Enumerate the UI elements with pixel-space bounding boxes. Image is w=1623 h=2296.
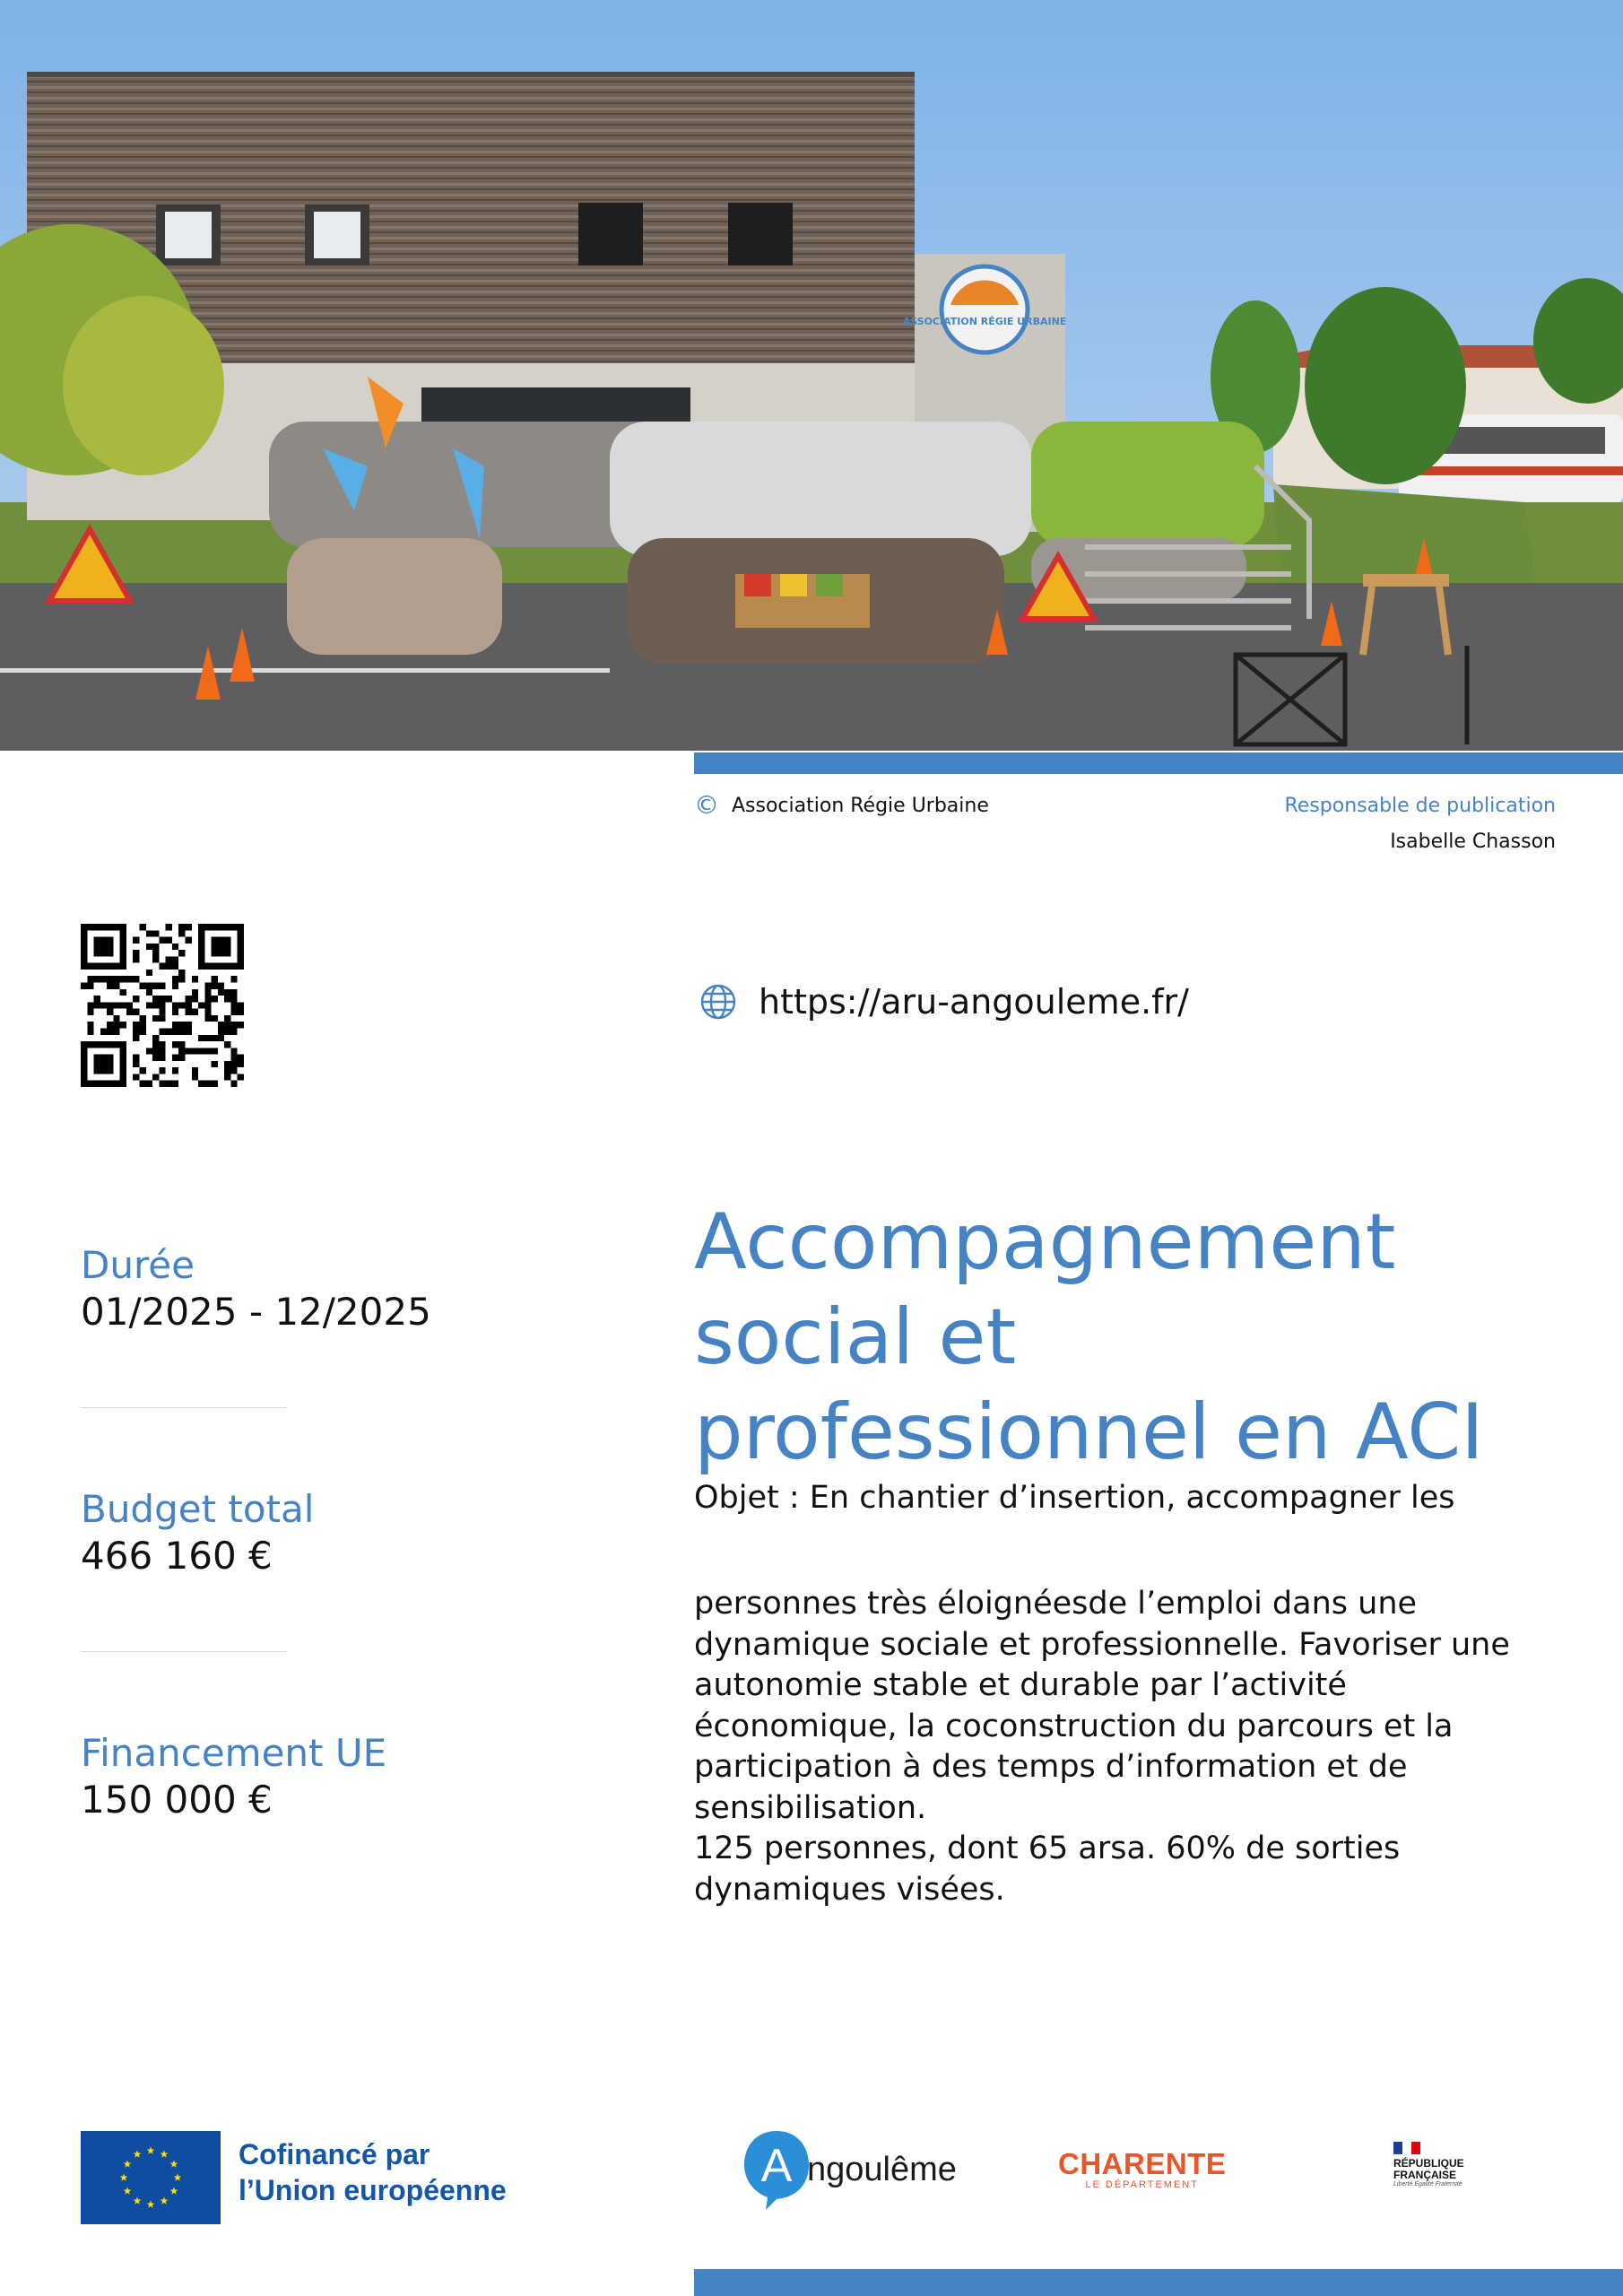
qr-module [204,983,211,989]
qr-module [230,1048,237,1054]
qr-module [238,1022,244,1028]
total-budget-label: Budget total [81,1487,315,1531]
qr-module [146,1081,152,1087]
qr-module [178,1028,185,1034]
website-url[interactable]: https://aru-angouleme.fr/ [759,982,1189,1022]
qr-module [218,1022,224,1028]
qr-module [212,983,218,989]
qr-module [120,1002,126,1008]
qr-module [107,1022,113,1028]
qr-module [166,1081,172,1087]
qr-module [166,956,172,962]
angouleme-wordmark: ngoulême [807,2150,957,2188]
qr-module [224,1028,230,1034]
qr-module [152,996,159,1002]
eu-funding-label: Financement UE [81,1731,387,1775]
qr-module [224,996,230,1002]
qr-module [230,1002,237,1008]
bottom-accent-bar [694,2269,1623,2296]
qr-module [172,1002,178,1008]
qr-module [178,976,185,982]
qr-module [133,1009,139,1015]
qr-module [178,970,185,976]
qr-module [230,1022,237,1028]
qr-module [192,996,198,1002]
qr-module [100,1002,107,1008]
qr-module [126,1009,133,1015]
qr-module [133,1055,139,1061]
qr-module [146,970,152,976]
qr-module [172,1081,178,1087]
project-title [694,1195,1555,1480]
qr-module [178,1055,185,1061]
eu-text-line: l’Union européenne [239,2174,507,2206]
qr-module [87,1022,93,1028]
qr-module [224,1074,230,1080]
qr-module [146,1048,152,1054]
qr-module [152,1041,159,1048]
qr-module [172,1067,178,1074]
title-line: Accompagnement [694,1197,1396,1287]
qr-module [152,930,159,936]
qr-module [218,1028,224,1034]
angouleme-mark-icon [741,2127,812,2212]
qr-module [192,1009,198,1015]
qr-module [172,1009,178,1015]
project-objective: Objet : En chantier d’insertion, accompagner les [694,1480,1455,1516]
qr-module [166,1028,172,1034]
qr-module [133,1035,139,1041]
qr-module [113,983,119,989]
qr-module [159,1028,165,1034]
qr-module [100,976,107,982]
qr-module [87,976,93,982]
qr-module [107,1009,113,1015]
qr-module [230,1081,237,1087]
rf-line: RÉPUBLIQUE [1393,2157,1464,2170]
qr-module [172,956,178,962]
qr-code[interactable] [81,924,244,1087]
qr-module [204,1081,211,1087]
qr-module [204,989,211,996]
eu-star [147,2200,155,2207]
charente-logo [1058,2149,1226,2190]
qr-module [140,924,146,930]
qr-module [230,989,237,996]
duration-value: 01/2025 - 12/2025 [81,1290,431,1334]
qr-module [230,1061,237,1067]
qr-module [230,1028,237,1034]
qr-module [185,1002,191,1008]
qr-module [224,1022,230,1028]
qr-module [133,1022,139,1028]
qr-module [212,1081,218,1087]
qr-module [159,983,165,989]
hero-photo [0,0,1623,751]
qr-module [113,1002,119,1008]
qr-module [146,944,152,950]
divider [81,1651,287,1652]
charente-wordmark: CHARENTE [1058,2147,1227,2180]
qr-module [146,930,152,936]
qr-module [152,944,159,950]
qr-module [107,983,113,989]
qr-module [87,1028,93,1034]
qr-module [178,930,185,936]
qr-module [230,1055,237,1061]
rf-motto: Liberté Égalité Fraternité [1393,2181,1462,2187]
qr-module [159,963,165,970]
eu-text-line: Cofinancé par [239,2138,430,2170]
qr-module [120,989,126,996]
qr-module [152,956,159,962]
eu-star [134,2196,142,2204]
qr-module [230,1067,237,1074]
project-description: personnes très éloignéesde l’emploi dans une dynamique sociale et professionnelle. Favoriser une autonomie stable et durable par l’activité économique, la coconstruction du parcours et la participation à des temps d’information et de sensibilisation. 125 personnes, dont 65 arsa. 60% de sorties dynamiques visées. [694,1586,1510,1908]
qr-module [133,950,139,956]
qr-module [192,1048,198,1054]
angouleme-letter: A [760,2140,793,2192]
copyright-icon: © [694,790,719,820]
eu-star [161,2150,169,2157]
qr-module [146,1002,152,1008]
qr-module [204,996,211,1002]
qr-module [113,1015,119,1022]
qr-module [133,996,139,1002]
duration-label: Durée [81,1243,195,1287]
qr-module [140,1028,146,1034]
qr-module [152,1074,159,1080]
eu-star [124,2160,132,2167]
eu-cofunding-text [239,2136,507,2208]
qr-module [172,983,178,989]
republique-francaise-logo [1393,2142,1464,2188]
qr-module [126,976,133,982]
qr-module [185,1028,191,1034]
qr-module [94,976,100,982]
eu-star [174,2173,182,2180]
qr-module [204,1002,211,1008]
angouleme-logo [741,2127,957,2212]
qr-module [198,1035,204,1041]
qr-module [152,1055,159,1061]
qr-module [178,1041,185,1048]
website-link[interactable] [699,982,1189,1022]
eu-star [170,2160,178,2167]
qr-module [152,1002,159,1008]
publication-manager-name: Isabelle Chasson [1390,831,1556,853]
qr-module [224,1061,230,1067]
qr-module [212,1048,218,1054]
qr-module [238,1061,244,1067]
sign-text: ASSOCIATION RÉGIE URBAINE [902,316,1067,327]
qr-module [94,1002,100,1008]
qr-module [224,1067,230,1074]
qr-module [152,1048,159,1054]
qr-module [192,1067,198,1074]
qr-module [140,1015,146,1022]
qr-module [218,983,224,989]
divider [81,1407,287,1408]
qr-module [166,937,172,944]
qr-module [212,996,218,1002]
qr-code-graphic [81,924,244,1087]
qr-module [212,1061,218,1067]
qr-module [238,1074,244,1080]
qr-module [113,976,119,982]
qr-module [185,937,191,944]
publication-manager-label: Responsable de publication [1284,795,1556,817]
qr-module [230,976,237,982]
qr-module [159,1041,165,1048]
qr-module [159,1055,165,1061]
qr-module [172,976,178,982]
qr-module [159,1067,165,1074]
qr-module [172,1028,178,1034]
globe-icon [699,983,737,1021]
qr-module [198,1048,204,1054]
qr-module [94,1055,114,1074]
qr-module [212,976,218,982]
qr-module [172,1055,178,1061]
qr-module [113,1028,119,1034]
qr-module [218,989,224,996]
qr-module [178,1048,185,1054]
qr-module [172,963,178,970]
eu-star [134,2150,142,2157]
qr-module [140,1081,146,1087]
qr-module [224,1015,230,1022]
qr-module [133,976,139,982]
qr-module [107,1002,113,1008]
eu-stars-icon [81,2131,221,2224]
qr-module [185,924,191,930]
qr-module [87,1009,93,1015]
qr-module [198,1002,204,1008]
qr-module [212,937,231,957]
qr-module [238,1002,244,1008]
qr-module [159,1015,165,1022]
qr-module [185,1022,191,1028]
qr-module [94,937,114,957]
qr-module [133,956,139,962]
qr-module [204,1048,211,1054]
qr-module [172,1041,178,1048]
qr-module [172,1022,178,1028]
eu-star [170,2187,178,2194]
qr-module [178,924,185,930]
qr-module [133,1074,139,1080]
qr-module [87,1002,93,1008]
qr-module [140,983,146,989]
qr-module [212,1015,218,1022]
qr-module [159,1081,165,1087]
eu-star [161,2196,169,2204]
qr-module [204,1009,211,1015]
qr-module [172,944,178,950]
qr-module [204,1015,211,1022]
qr-module [212,1035,218,1041]
qr-module [230,996,237,1002]
qr-module [152,1015,159,1022]
qr-module [218,1035,224,1041]
credit-text: Association Régie Urbaine [732,794,989,817]
french-flag-icon [1393,2142,1420,2154]
rf-line: FRANÇAISE [1393,2169,1457,2181]
photo-credit [694,790,989,820]
qr-module [230,1009,237,1015]
qr-module [166,924,172,930]
total-budget-value: 466 160 € [81,1534,273,1578]
qr-module [100,1028,107,1034]
eu-flag-logo [81,2131,221,2224]
hero-illustration [0,0,1623,751]
qr-module [126,1002,133,1008]
qr-module [140,1067,146,1074]
qr-module [140,1022,146,1028]
qr-module [107,976,113,982]
qr-module [120,1022,126,1028]
qr-module [146,989,152,996]
qr-module [192,976,198,982]
title-line: professionnel en ACI [694,1387,1484,1477]
eu-star [120,2173,128,2180]
eu-star [124,2187,132,2194]
qr-module [152,950,159,956]
qr-module [133,1028,139,1034]
qr-module [87,983,93,989]
top-accent-bar [694,752,1623,774]
qr-module [178,950,185,956]
qr-module [152,983,159,989]
qr-module [224,989,230,996]
qr-module [224,1041,230,1048]
qr-module [113,1022,119,1028]
qr-module [178,1022,185,1028]
qr-module [192,1074,198,1080]
qr-module [159,996,165,1002]
qr-module [159,1048,165,1054]
qr-module [192,989,198,996]
qr-module [185,996,191,1002]
qr-module [133,937,139,944]
qr-module [146,983,152,989]
qr-module [81,983,87,989]
qr-module [204,1035,211,1041]
qr-module [120,976,126,982]
qr-module [198,1081,204,1087]
qr-module [185,1048,191,1054]
qr-module [238,1009,244,1015]
eu-star [147,2146,155,2153]
qr-module [166,963,172,970]
qr-module [238,1055,244,1061]
qr-module [159,937,165,944]
charente-subtitle: LE DÉPARTEMENT [1085,2179,1199,2190]
qr-module [133,1061,139,1067]
qr-module [185,1009,191,1015]
qr-module [152,1035,159,1041]
qr-module [159,1009,165,1015]
title-line: social et [694,1292,1017,1382]
qr-module [178,1002,185,1008]
qr-module [159,1002,165,1008]
qr-module [94,996,100,1002]
qr-module [107,1028,113,1034]
eu-funding-value: 150 000 € [81,1778,273,1822]
qr-module [166,996,172,1002]
